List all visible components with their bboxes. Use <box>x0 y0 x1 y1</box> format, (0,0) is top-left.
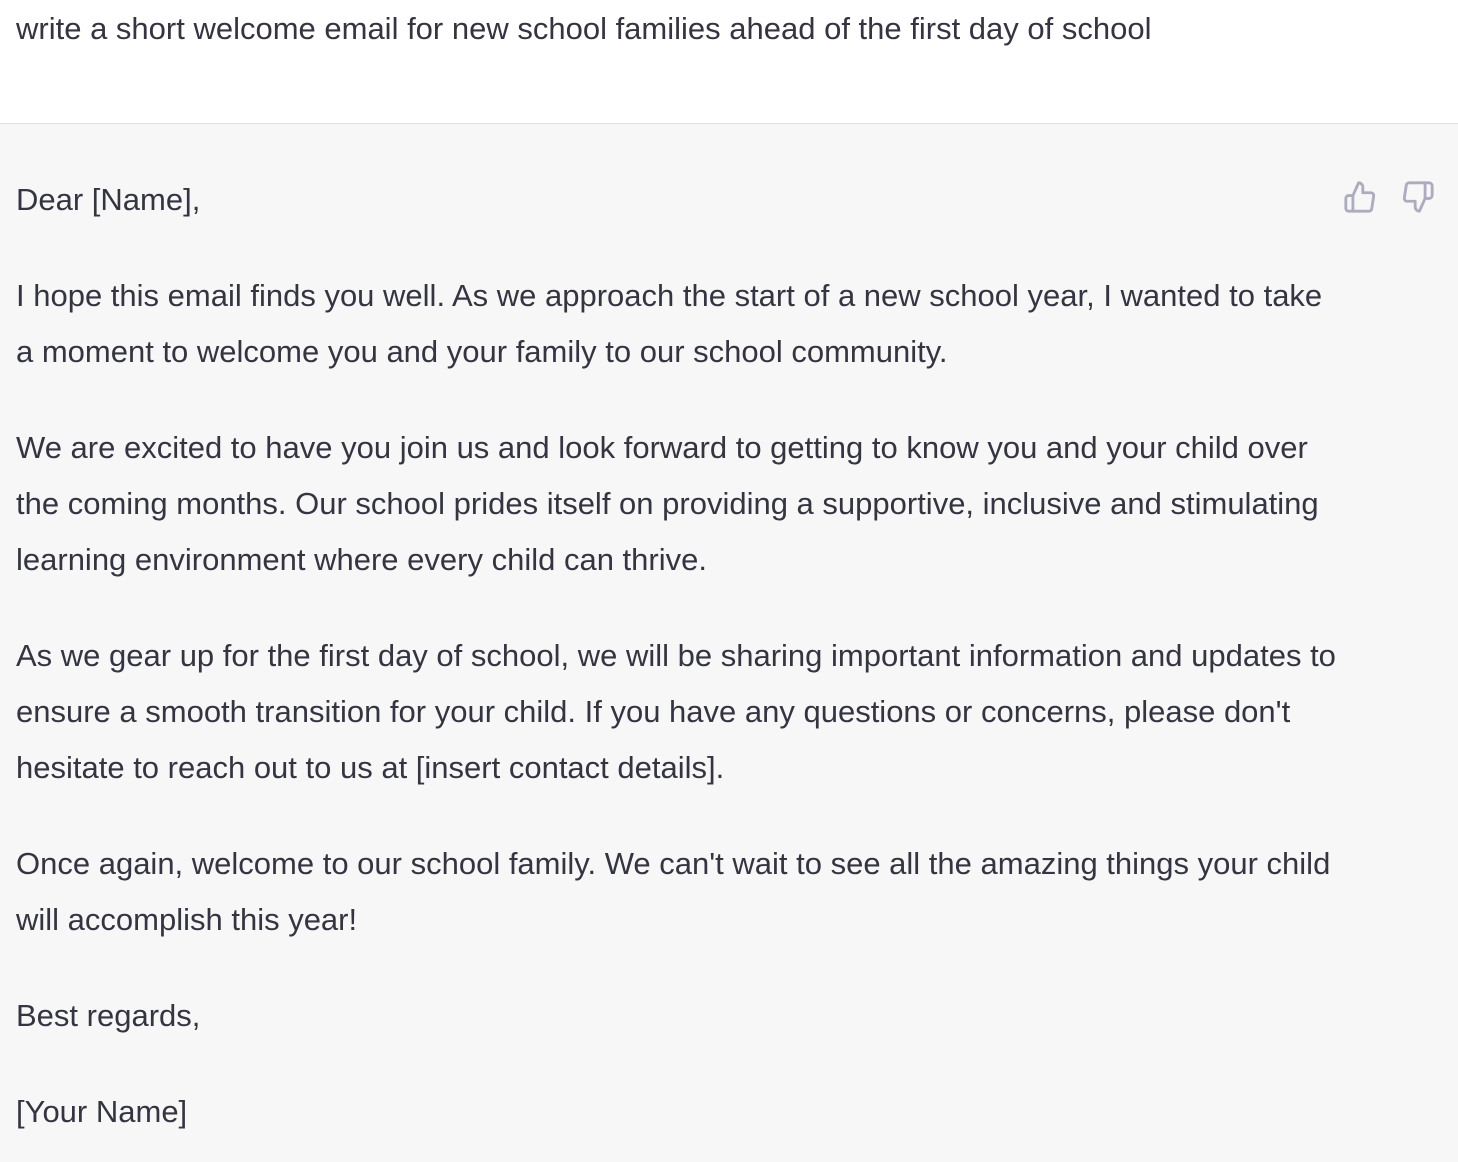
email-signoff: Best regards, <box>16 998 201 1033</box>
thumbs-up-icon <box>1343 180 1377 214</box>
user-message <box>0 0 1458 124</box>
assistant-message <box>0 124 1458 1162</box>
thumbs-down-icon <box>1401 180 1435 214</box>
user-message-text: write a short welcome email for new school families ahead of the first day of school <box>16 11 1152 46</box>
thumbs-up-button[interactable] <box>1342 179 1378 215</box>
email-paragraph: We are excited to have you join us and look forward to getting to know you and your child over the coming months. Our school prides itself on providing a supportive, inclusive and stimulating learning environment where every child can thrive. <box>16 430 1319 577</box>
email-paragraph: As we gear up for the first day of school, we will be sharing important information and updates to ensure a smooth transition for your child. If you have any questions or concerns, please don't hesitate to reach out to us at [insert contact details]. <box>16 638 1336 785</box>
thumbs-down-button[interactable] <box>1400 179 1436 215</box>
email-paragraph: Once again, welcome to our school family. We can't wait to see all the amazing things your child will accomplish this year! <box>16 846 1331 937</box>
assistant-message-body <box>16 172 1336 1162</box>
email-signature: [Your Name] <box>16 1094 188 1129</box>
email-greeting: Dear [Name], <box>16 182 201 217</box>
email-paragraph: I hope this email finds you well. As we approach the start of a new school year, I wanted to take a moment to welcome you and your family to our school community. <box>16 278 1323 369</box>
feedback-buttons <box>1342 179 1436 215</box>
